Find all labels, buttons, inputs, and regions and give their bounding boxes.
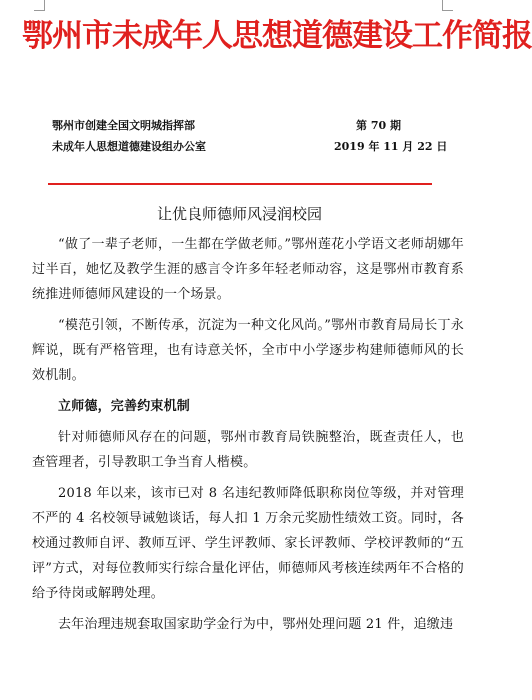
issue-number: 第 70 期 xyxy=(356,119,401,132)
crop-mark-top-right xyxy=(442,0,453,11)
paragraph: 针对师德师风存在的问题，鄂州市教育局铁腕整治，既查责任人，也查管理者，引导教职工争当育人楷模。 xyxy=(32,430,464,470)
paragraph: “做了一辈子老师，一生都在学做老师。”鄂州莲花小学语文老师胡娜年过半百，她忆及教学生涯的感言令许多年轻老师动容，这是鄂州市教育系统推进师德师风建设的一个场景。 xyxy=(32,237,464,302)
section-heading: 立师德，完善约束机制 xyxy=(58,399,191,414)
crop-mark-top-left xyxy=(34,0,45,11)
article-title: 让优良师德师风浸润校园 xyxy=(156,205,322,223)
paragraph: “模范引领，不断传承，沉淀为一种文化风尚。”鄂州市教育局局长丁永辉说，既有严格管理，也有诗意关怀，全市中小学逐步构建师德师风的长效机制。 xyxy=(32,318,464,383)
issuer-org-1: 鄂州市创建全国文明城指挥部 xyxy=(52,119,195,132)
paragraph: 去年治理违规套取国家助学金行为中，鄂州处理问题 21 件，追缴违 xyxy=(58,617,454,632)
article-body xyxy=(32,232,464,643)
paragraph: 2018 年以来，该市已对 8 名违纪教师降低职称岗位等级，并对管理不严的 4 名校领导诫勉谈话，每人扣 1 万余元奖励性绩效工资。同时，各校通过教师自评、教师互评、学生评教师、家长评教师、学校评教师的“五评”方式，对每位教师实行综合量化评估，师德师风考核连续两年不合格的给予待岗或解聘处理。 xyxy=(32,486,464,601)
issuer-org-2: 未成年人思想道德建设组办公室 xyxy=(52,140,206,153)
masthead-title: 鄂州市未成年人思想道德建设工作简报 xyxy=(22,18,532,54)
issue-date: 2019 年 11 月 22 日 xyxy=(334,140,448,153)
red-divider-line xyxy=(48,183,432,185)
